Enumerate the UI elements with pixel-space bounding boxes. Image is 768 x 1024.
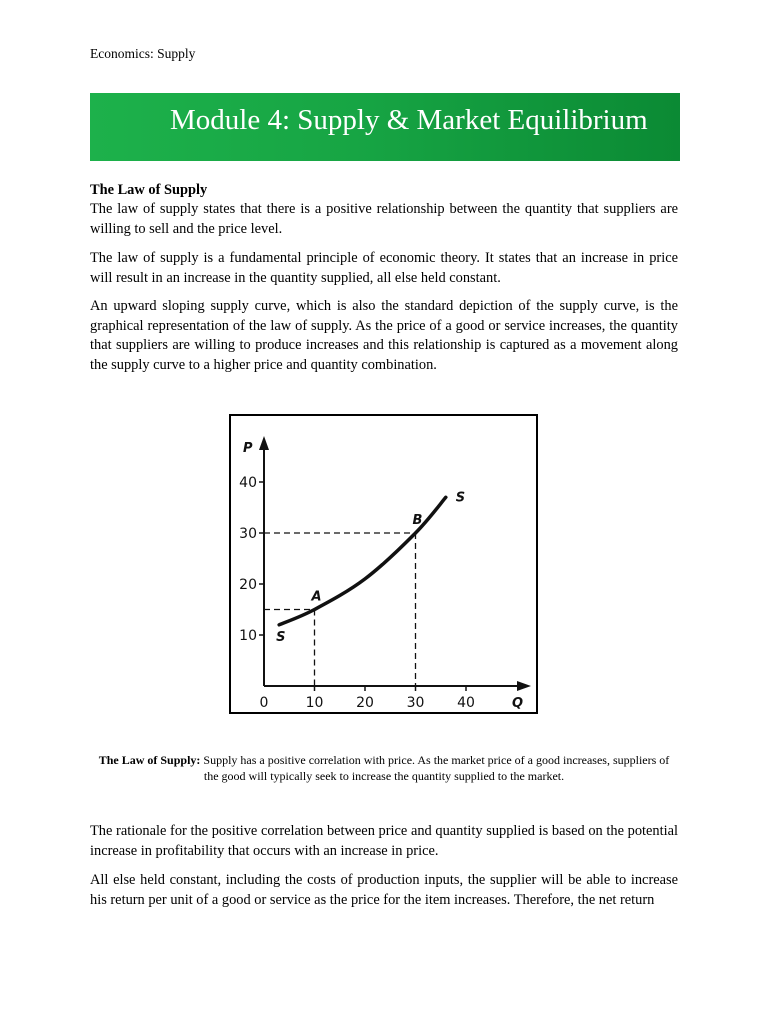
- section-heading: The Law of Supply: [90, 182, 208, 198]
- point-label-a: A: [311, 589, 322, 605]
- caption-label: The Law of Supply:: [98, 753, 201, 767]
- paragraph-3: An upward sloping supply curve, which is also the standard depiction of the supply curve, is the graphical representation of the law of supply. As the price of a good or service increases, the quantity that suppliers are willing to produce increases and this relationship is captured as a movement along the supply curve to a higher price and quantity combination.: [90, 298, 678, 373]
- module-banner: [90, 93, 680, 161]
- paragraph-2: The law of supply is a fundamental principle of economic theory. It states that an increase in price will result in an increase in the quantity supplied, all else held constant.: [90, 250, 678, 286]
- supply-chart-figure: [229, 414, 538, 714]
- x-axis-title: Q: [512, 696, 524, 711]
- paragraph-5: All else held constant, including the costs of production inputs, the supplier will be able to increase his return per unit of a good or service as the price for the item increases. Therefore, the net return: [90, 872, 678, 908]
- module-title: Module 4: Supply & Market Equilibrium: [170, 104, 648, 136]
- point-label-b: B: [412, 513, 423, 528]
- y-tick-label: 40: [239, 475, 257, 491]
- supply-chart: [231, 416, 536, 712]
- paragraph-4: The rationale for the positive correlation between price and quantity supplied is based on the potential increase in profitability that occurs with an increase in price.: [90, 823, 678, 859]
- x-tick-label: 10: [305, 695, 324, 711]
- curve-label-high: S: [455, 490, 466, 506]
- caption-text: Supply has a positive correlation with price. As the market price of a good increases, suppliers of the good will typically seek to increase the quantity supplied to the market.: [200, 753, 670, 783]
- x-tick-label: 40: [457, 695, 475, 711]
- x-tick-label: 30: [406, 695, 425, 711]
- y-axis-arrow: [259, 436, 269, 450]
- paragraph-1: The law of supply states that there is a positive relationship between the quantity that suppliers are willing to sell and the price level.: [90, 201, 678, 237]
- y-tick-label: 30: [239, 526, 257, 542]
- curve-label-low: S: [276, 629, 286, 645]
- y-axis-title: P: [243, 441, 253, 456]
- x-tick-label: 0: [259, 695, 269, 711]
- y-tick-label: 10: [239, 628, 257, 644]
- y-tick-label: 20: [239, 577, 257, 593]
- figure-caption: [90, 752, 678, 784]
- running-head: Economics: Supply: [90, 46, 196, 61]
- x-axis-arrow: [517, 681, 531, 691]
- x-tick-label: 20: [356, 695, 374, 711]
